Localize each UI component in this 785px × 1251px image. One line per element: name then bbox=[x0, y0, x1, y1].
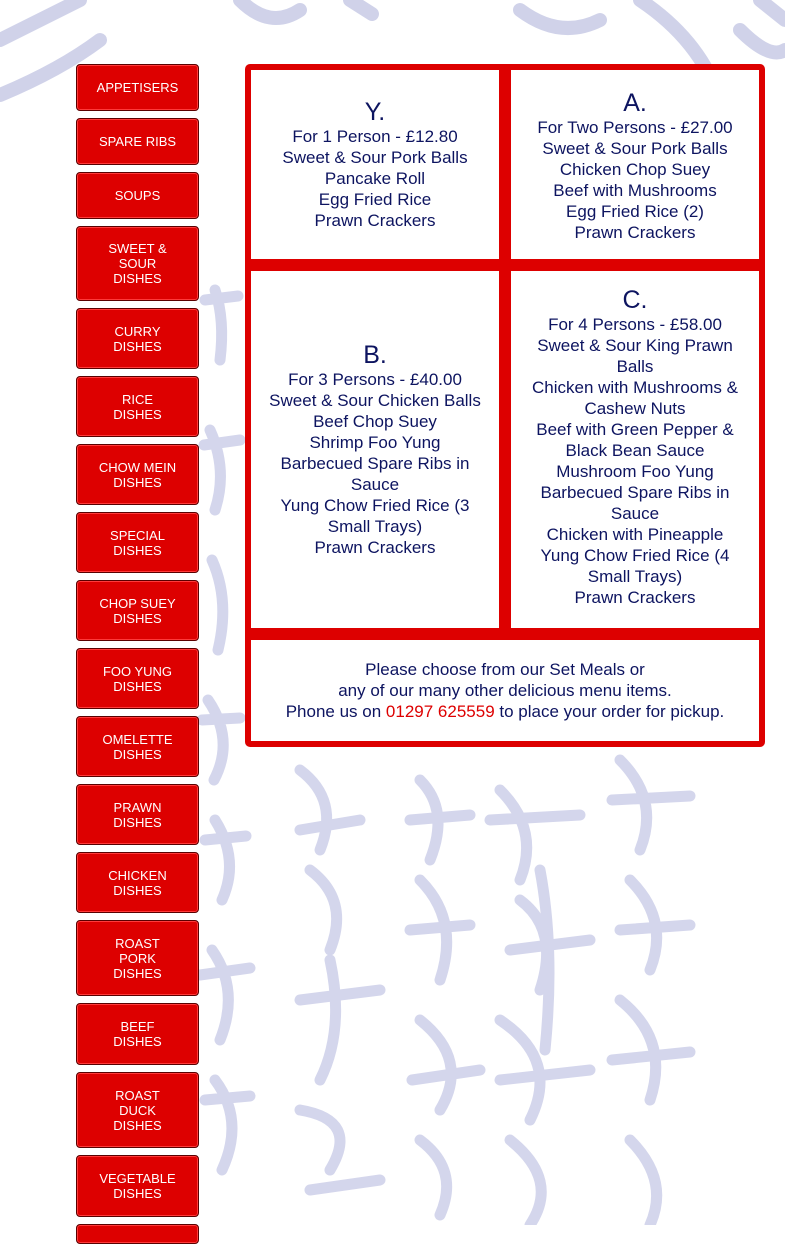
set-meals-table bbox=[245, 64, 765, 747]
set-meal-letter: C. bbox=[622, 286, 648, 314]
set-meal-line: Prawn Crackers bbox=[314, 537, 436, 557]
set-meal-line: Chicken with Pineapple bbox=[546, 525, 724, 544]
order-info-line bbox=[286, 701, 725, 722]
nav-roast-pork-button[interactable]: ROAST PORK DISHES bbox=[76, 920, 199, 996]
nav-spare-ribs-button[interactable]: SPARE RIBS bbox=[76, 118, 199, 165]
nav-beef-button[interactable]: BEEF DISHES bbox=[76, 1003, 199, 1065]
nav-sweet-sour-button[interactable]: SWEET & SOUR DISHES bbox=[76, 226, 199, 301]
set-meal-line: Sweet & Sour Pork Balls bbox=[282, 147, 468, 167]
set-meal-letter: A. bbox=[623, 89, 647, 117]
category-nav bbox=[76, 64, 199, 1251]
set-meal-line: Chicken with Mushrooms & Cashew Nuts bbox=[532, 378, 738, 418]
set-meal-line: Sweet & Sour Pork Balls bbox=[542, 139, 728, 158]
nav-vegetable-button[interactable]: VEGETABLE DISHES bbox=[76, 1155, 199, 1217]
set-meal-line: Prawn Crackers bbox=[574, 223, 696, 242]
nav-appetisers-button[interactable]: APPETISERS bbox=[76, 64, 199, 111]
set-meal-a bbox=[511, 70, 759, 259]
set-meal-y bbox=[251, 70, 499, 259]
set-meal-line: Pancake Roll bbox=[324, 168, 426, 188]
nav-foo-yung-button[interactable]: FOO YUNG DISHES bbox=[76, 648, 199, 709]
nav-chicken-button[interactable]: CHICKEN DISHES bbox=[76, 852, 199, 913]
nav-omelette-button[interactable]: OMELETTE DISHES bbox=[76, 716, 199, 777]
nav-next-button[interactable] bbox=[76, 1224, 199, 1244]
nav-curry-button[interactable]: CURRY DISHES bbox=[76, 308, 199, 369]
set-meal-line: Prawn Crackers bbox=[574, 588, 696, 607]
order-info bbox=[251, 640, 759, 741]
set-meal-letter: Y. bbox=[364, 97, 386, 126]
order-info-line: Please choose from our Set Meals or bbox=[365, 660, 645, 679]
set-meal-line: Beef Chop Suey bbox=[313, 411, 437, 431]
set-meal-line: Yung Chow Fried Rice (3 Small Trays) bbox=[280, 495, 470, 536]
nav-soups-button[interactable]: SOUPS bbox=[76, 172, 199, 219]
nav-roast-duck-button[interactable]: ROAST DUCK DISHES bbox=[76, 1072, 199, 1148]
set-meal-line: Barbecued Spare Ribs in Sauce bbox=[540, 483, 730, 523]
set-meal-line: Beef with Green Pepper & Black Bean Sauce bbox=[536, 420, 734, 460]
set-meal-line: Egg Fried Rice bbox=[318, 189, 432, 209]
phone-prefix: Phone us on bbox=[285, 702, 386, 721]
nav-rice-button[interactable]: RICE DISHES bbox=[76, 376, 199, 437]
set-meal-line: Prawn Crackers bbox=[314, 210, 436, 230]
set-meal-b bbox=[251, 271, 499, 628]
set-meal-line: Sweet & Sour King Prawn Balls bbox=[537, 336, 733, 376]
nav-prawn-button[interactable]: PRAWN DISHES bbox=[76, 784, 199, 845]
set-meal-line: Beef with Mushrooms bbox=[553, 181, 717, 200]
set-meal-line: Mushroom Foo Yung bbox=[556, 462, 714, 481]
set-meal-line: For 4 Persons - £58.00 bbox=[548, 315, 722, 334]
phone-suffix: to place your order for pickup. bbox=[494, 702, 725, 721]
phone-number-link[interactable]: 01297 625559 bbox=[385, 702, 495, 721]
nav-chop-suey-button[interactable]: CHOP SUEY DISHES bbox=[76, 580, 199, 641]
set-meal-line: For 1 Person - £12.80 bbox=[292, 126, 458, 146]
set-meal-line: Sweet & Sour Chicken Balls bbox=[269, 390, 481, 410]
set-meal-line: For Two Persons - £27.00 bbox=[537, 118, 733, 137]
set-meal-c bbox=[511, 271, 759, 628]
set-meal-line: Chicken Chop Suey bbox=[559, 160, 711, 179]
set-meal-letter: B. bbox=[363, 340, 387, 369]
order-info-line: any of our many other delicious menu items. bbox=[338, 681, 672, 700]
set-meal-line: Shrimp Foo Yung bbox=[309, 432, 441, 452]
nav-chow-mein-button[interactable]: CHOW MEIN DISHES bbox=[76, 444, 199, 505]
set-meal-line: Barbecued Spare Ribs in Sauce bbox=[280, 453, 470, 494]
nav-special-button[interactable]: SPECIAL DISHES bbox=[76, 512, 199, 573]
set-meal-line: Yung Chow Fried Rice (4 Small Trays) bbox=[540, 546, 730, 586]
set-meal-line: For 3 Persons - £40.00 bbox=[288, 369, 462, 389]
set-meal-line: Egg Fried Rice (2) bbox=[566, 202, 704, 221]
